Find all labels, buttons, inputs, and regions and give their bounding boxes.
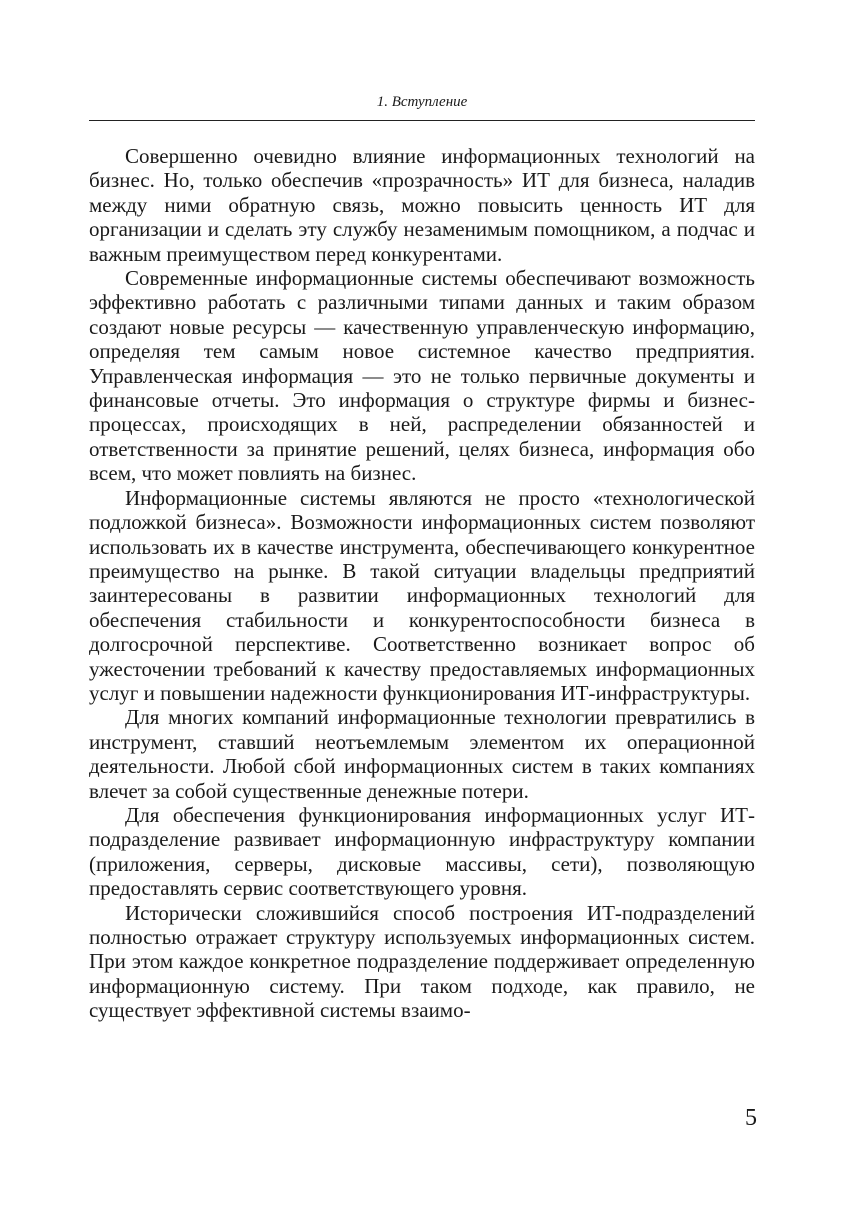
paragraph-5: Для обеспечения функционирования информационных услуг ИТ-подразделение развивает информационную инфраструктуру компании (приложения, серверы, дисковые массивы, сети), позволяющую предоставлять сервис соответствующего уровня. xyxy=(89,802,755,901)
paragraph-1: Совершенно очевидно влияние информационных технологий на бизнес. Но, только обеспечив «прозрачность» ИТ для бизнеса, наладив между ними обратную связь, можно повысить ценность ИТ для организации и сделать эту службу незаменимым помощником, а подчас и важным преимуществом перед конкурентами. xyxy=(89,144,755,266)
page-number: 5 xyxy=(745,1105,757,1131)
paragraph-6: Исторически сложившийся способ построения ИТ-подразделений полностью отражает структуру используемых информационных систем. При этом каждое конкретное подразделение поддерживает определенную информационную систему. При таком подходе, как правило, не существует эффективной системы взаимо- xyxy=(89,900,755,1023)
running-header: 1. Вступление xyxy=(376,94,468,110)
paragraph-4: Для многих компаний информационные технологии превратились в инструмент, ставший неотъемлемым элементом их операционной деятельности. Любой сбой информационных систем в таких компаниях влечет за собой существенные денежные потери. xyxy=(89,705,755,803)
paragraph-3: Информационные системы являются не просто «технологической подложкой бизнеса». Возможности информационных систем позволяют использовать их в качестве инструмента, обеспечивающего конкурентное преимущество на рынке. В такой ситуации владельцы предприятий заинтересованы в развитии информационных технологий для обеспечения стабильности и конкурентоспособности бизнеса в долгосрочной перспективе. Соответственно возникает вопрос об ужесточении требований к качеству предоставляемых информационных услуг и повышении надежности функционирования ИТ-инфраструктуры. xyxy=(89,485,755,705)
paragraph-2: Современные информационные системы обеспечивают возможность эффективно работать с различными типами данных и таким образом создают новые ресурсы — качественную управленческую информацию, определяя тем самым новое системное качество предприятия. Управленческая информация — это не только первичные документы и финансовые отчеты. Это информация о структуре фирмы и бизнес-процессах, происходящих в ней, распределении обязанностей и ответственности за принятие решений, целях бизнеса, информация обо всем, что может повлиять на бизнес. xyxy=(89,266,755,486)
header-rule xyxy=(89,120,755,121)
body-text xyxy=(89,144,755,1023)
